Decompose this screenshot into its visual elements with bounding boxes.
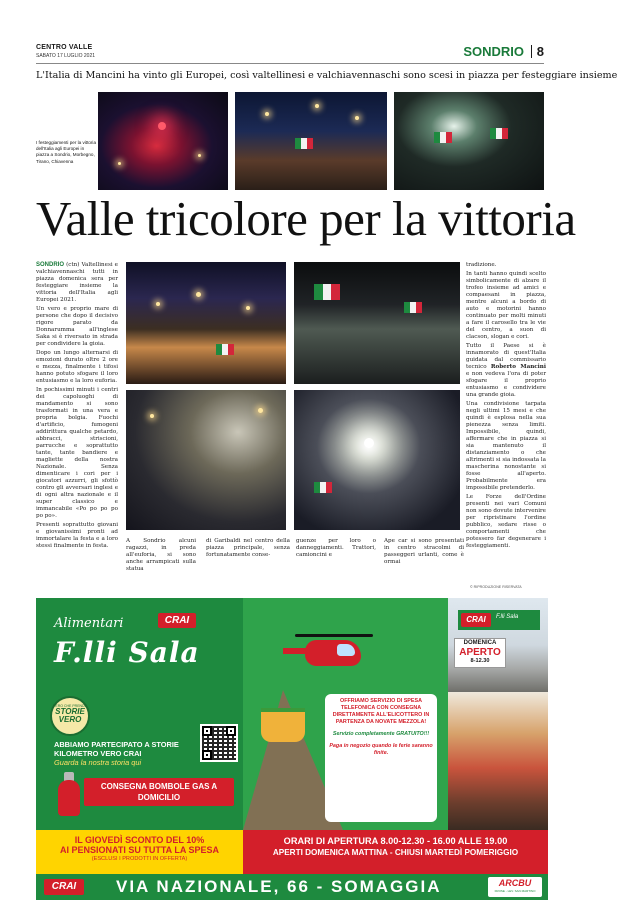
- arcbu-logo: ARCBU FROSE - LEV. SAN MARTINO: [488, 877, 542, 897]
- paragraph: In pochissimi minuti i centri dei capoluoghi di mandamento si sono trasformati in una vera e propria bolgia. Fuochi d'artificio, fumogeni addirittura qualche petardo, abbracci, striscioni, parrucche e soprattutto tante, tante bandiere e magliette della nostra Nazionale. Senza dimenticare i cori per i giocatori azzurri, gli sfottò contro gli avversari inglesi e di ogni altra nazionale e il super classico e immancabile «Po po po po po po».: [36, 387, 118, 519]
- italian-flag-icon: [314, 482, 332, 493]
- paragraph: tradizione.: [466, 262, 497, 268]
- photo-garibaldi-statue: [126, 390, 286, 530]
- photo-piazza-night: [126, 262, 286, 384]
- article-column-5: Ape car si sono presentati in centro stracolmi di passeggeri urlanti, come è ormai: [384, 538, 464, 565]
- photo-vehicles-flags: [294, 262, 460, 384]
- photo-crowd-square: [235, 92, 387, 190]
- grocery-basket-icon: [261, 708, 305, 742]
- crai-logo: CRAI: [461, 613, 491, 627]
- italian-flag-icon: [490, 128, 508, 139]
- article-column-2: A Sondrio alcuni ragazzi, in preda all'euforia, si sono anche arrampicati sulla statua: [126, 538, 196, 572]
- article-column-4: guenze per loro o danneggiamenti. Trattori, camioncini e: [296, 538, 376, 558]
- pensioner-discount-banner: IL GIOVEDÌ SCONTO DEL 10% AI PENSIONATI SU TUTTA LA SPESA (ESCLUSI I PRODOTTI IN OFFERTA): [36, 830, 243, 874]
- opening-hours-banner: ORARI DI APERTURA 8.00-12.30 - 16.00 ALLE 19.00 APERTI DOMENICA MATTINA - CHIUSI MARTEDÌ POMERIGGIO: [243, 830, 548, 874]
- km-vero-text: ABBIAMO PARTECIPATO A STORIE KILOMETRO VERO CRAI Guarda la nostra storia qui: [54, 740, 179, 767]
- shop-sign-name: F.lli Sala: [496, 614, 519, 620]
- photo-caption: I festeggiamenti per la vittoria dell'Italia agli Europei in piazza a Sondrio, Morbegno, Tirano, Chiavenna: [36, 140, 97, 164]
- masthead: [36, 44, 544, 62]
- page-number: 8: [536, 44, 544, 59]
- paragraph: Le Forze dell'Ordine presenti nei vari Comuni non sono dovute intervenire per ripristinare l'ordine pubblico, sedare risse o comportamenti che potessero far degenerare i festeggiamenti.: [466, 494, 546, 549]
- copyright-note: © RIPRODUZIONE RISERVATA: [470, 585, 522, 589]
- photo-fireworks-night: [98, 92, 228, 190]
- photo-shop-front: [448, 598, 548, 692]
- dateline: SONDRIO: [36, 262, 65, 268]
- km-invite: Guarda la nostra storia qui: [54, 758, 142, 767]
- photo-flares-smoke: [294, 390, 460, 530]
- gas-cylinder-icon: [58, 770, 80, 816]
- paragraph: Presenti soprattutto giovani e giovanissimi pronti ad immortalare la festa e a loro stessi finalmente in festa.: [36, 522, 118, 549]
- ad-alimentari: Alimentari: [54, 616, 124, 631]
- italian-flag-icon: [434, 132, 452, 143]
- ad-services-panel: [36, 692, 243, 830]
- italian-flag-icon: [295, 138, 313, 149]
- crai-logo: CRAI: [44, 879, 84, 895]
- italian-flag-icon: [404, 302, 422, 313]
- sunday-open-sign: DOMENICA APERTO 8-12.30: [454, 638, 506, 668]
- article-overline: L'Italia di Mancini ha vinto gli Europei, così valtellinesi e valchiavennaschi sono scesi in piazza per festeggiare insieme: [36, 70, 617, 81]
- italian-flag-icon: [314, 284, 340, 300]
- paragraph: Un vero e proprio mare di persone che dopo il decisivo rigore parato da Donnarumma all'inglese Saka si è riversato in strada per condividere la gioia.: [36, 306, 118, 347]
- helicopter-icon: [295, 630, 375, 670]
- section-name: SONDRIO: [463, 44, 524, 59]
- divider: [531, 45, 532, 58]
- paragraph: Dopo un lungo alternarsi di emozioni durato oltre 2 ore e mezza, finalmente i tifosi hanno potuto sfogare il loro entusiasmo e la loro euforia.: [36, 350, 118, 384]
- article-column-3: di Garibaldi nel centro della piazza principale, senza fortunatamente conse-: [206, 538, 290, 558]
- issue-date: SABATO 17 LUGLIO 2021: [36, 53, 96, 59]
- qr-code-icon[interactable]: [200, 724, 238, 762]
- paragraph: (ctn) Valtellinesi e valchiavennaschi tutti in piazza domenica sera per festeggiare insieme la vittoria dell'Italia agli Europei 2021.: [36, 262, 118, 303]
- article-column-6: [466, 262, 546, 552]
- paragraph: Una condivisione tarpata negli ultimi 15 mesi e che quindi è esplosa nella sua pienezza senza limiti. Impossibile, quindi, affermare che in piazza si sia mantenuto il distanziamento o che altrimenti si sia indossata la mascherina nonostante si fosse all'aperto. Probabilmente era impossibile pretenderlo.: [466, 401, 546, 491]
- photo-shop-counter: [448, 692, 548, 830]
- article-headline: Valle tricolore per la vittoria: [36, 191, 576, 246]
- gas-delivery-banner: CONSEGNA BOMBOLE GAS A DOMICILIO: [84, 778, 234, 806]
- storie-vero-badge: VERO CHE PRENDE STORIE VERO: [50, 696, 90, 736]
- photo-smoke-flares: [394, 92, 544, 190]
- newspaper-name: CENTRO VALLE: [36, 44, 93, 51]
- helicopter-delivery-panel: [243, 598, 448, 830]
- paragraph: Tutto il Paese si è innamorato di quest'Italia guidata dal commissario tecnico Roberto Mancini e non vedeva l'ora di poter sfogare il proprio entusiasmo e condividere una grande gioia.: [466, 343, 546, 398]
- advertisement: [36, 598, 548, 898]
- ad-footer-bar: [36, 874, 548, 900]
- helicopter-service-box: OFFRIAMO SERVIZIO DI SPESA TELEFONICA CON CONSEGNA DIRETTAMENTE ALL'ELICOTTERO IN PARTENZA DA NOVATE MEZZOLA! Servizio completamente GRATUITO!!! Paga in negozio quando le ferie saranno finite.: [325, 694, 437, 822]
- ad-logo-panel: [36, 598, 243, 692]
- coach-name: Roberto Mancini: [490, 364, 546, 370]
- masthead-rule: [36, 63, 544, 64]
- ad-store-name: F.lli Sala: [54, 636, 200, 669]
- crai-logo: CRAI: [158, 613, 196, 628]
- paragraph: In tanti hanno quindi scelto simbolicamente di alzare il trofeo insieme ad amici e compaesani in piazza, mentre alcuni a bordo di auto e motorini hanno continuato per molti minuti a fare il carosello tra le vie del centro, a suon di clacson, slogan e cori.: [466, 271, 546, 340]
- italian-flag-icon: [216, 344, 234, 355]
- store-address: VIA NAZIONALE, 66 - SOMAGGIA: [116, 877, 442, 896]
- article-column-1: [36, 262, 118, 552]
